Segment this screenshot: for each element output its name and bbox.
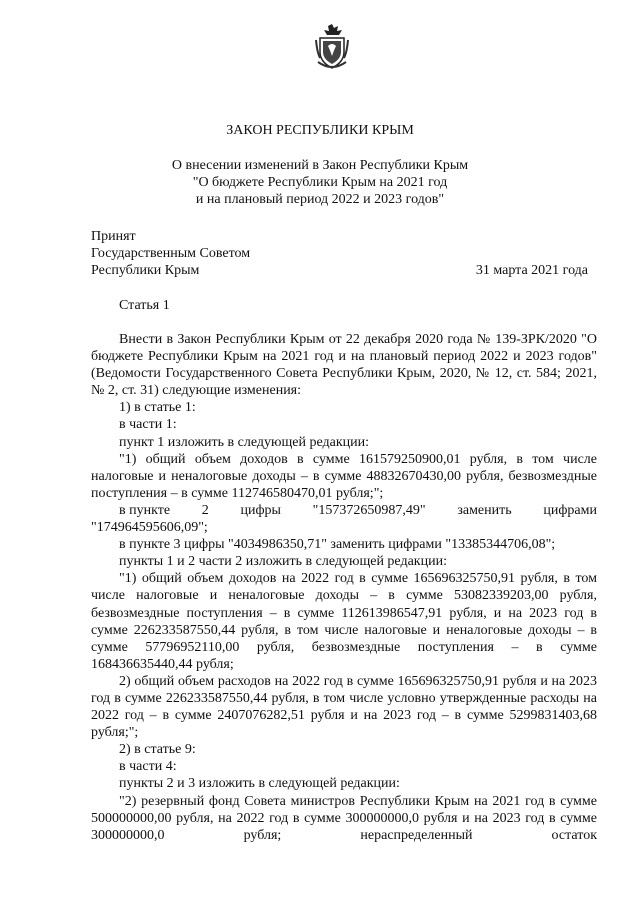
replace-word: в пункте — [119, 502, 171, 518]
replace-word: 2 — [201, 502, 209, 518]
item-line: в части 1: — [119, 417, 177, 433]
item-line: в части 4: — [119, 759, 177, 775]
document-body — [91, 331, 597, 844]
replace-word: заменить — [457, 502, 512, 518]
paragraph-revenue-2022-2023: "1) общий объем доходов на 2022 год в сумме 165696325750,91 рубля, в том числе налоговые и неналоговые доходы – в сумме 53082339203,00 рубля, безвозмездные поступления – в сумме 112613986547,91 рубля, и на 2023 год в сумме 226233587550,44 рубля, в том числе налоговые и неналоговые доходы – в сумме 57796952110,00 рубля, безвозмездные поступления – в сумме 168436635440,44 рубля; — [91, 571, 597, 672]
law-subtitle-line-2: "О бюджете Республики Крым на 2021 год — [192, 175, 448, 190]
item-line: 1) в статье 1: — [119, 400, 196, 416]
adoption-line-2: Государственным Советом — [91, 246, 251, 261]
item-line: 2) в статье 9: — [119, 742, 196, 758]
item-line: пункты 2 и 3 изложить в следующей редакции: — [119, 776, 400, 792]
crimea-coat-of-arms-icon — [314, 22, 350, 72]
replace-line-end: "174964595606,09"; — [91, 520, 208, 536]
adoption-line-3: Республики Крым — [91, 263, 200, 278]
law-subtitle-line-3: и на плановый период 2022 и 2023 годов" — [195, 192, 445, 207]
paragraph-expenses-2022-2023: 2) общий объем расходов на 2022 год в сумме 165696325750,91 рубля и на 2023 год в сумме 226233587550,44 рубля, в том числе условно утвержденные расходы на 2022 год – в сумме 2407076282,51 рубля и на 2023 год – в сумме 5299831403,68 рубля;"; — [91, 673, 597, 741]
replace-line — [91, 502, 597, 519]
item-line: пункт 1 изложить в следующей редакции: — [119, 434, 369, 450]
article-heading: Статья 1 — [119, 298, 170, 313]
item-line: пункты 1 и 2 части 2 изложить в следующей редакции: — [119, 554, 447, 570]
law-title: ЗАКОН РЕСПУБЛИКИ КРЫМ — [226, 123, 414, 138]
paragraph-reserve-fund: "2) резервный фонд Совета министров Республики Крым на 2021 год в сумме 500000000,00 рубля, на 2022 год в сумме 300000000,0 рубля и на 2023 год в сумме 300000000,0 рубля; нераспределенный остаток — [91, 793, 597, 843]
item-line: в пункте 3 цифры "4034986350,71" заменить цифрами "13385344706,08"; — [119, 537, 556, 553]
adoption-date: 31 марта 2021 года — [475, 263, 588, 278]
paragraph-revenue-2021: "1) общий объем доходов в сумме 161579250900,01 рубля, в том числе налоговые и неналоговые доходы – в сумме 48832670430,00 рубля, безвозмездные поступления – в сумме 112746580470,01 рубля;"; — [91, 451, 597, 501]
law-subtitle-line-1: О внесении изменений в Закон Республики Крым — [171, 158, 469, 173]
adoption-line-1: Принят — [91, 229, 136, 244]
replace-word: цифры — [240, 502, 281, 518]
paragraph-intro: Внести в Закон Республики Крым от 22 декабря 2020 года № 139-ЗРК/2020 "О бюджете Республики Крым на 2021 год и на плановый период 2022 и 2023 годов" (Ведомости Государственного Совета Республики Крым, 2020, № 12, ст. 584; 2021, № 2, ст. 31) следующие изменения: — [91, 332, 597, 399]
replace-word: цифрами — [543, 502, 597, 518]
replace-word: "157372650987,49" — [312, 502, 426, 518]
